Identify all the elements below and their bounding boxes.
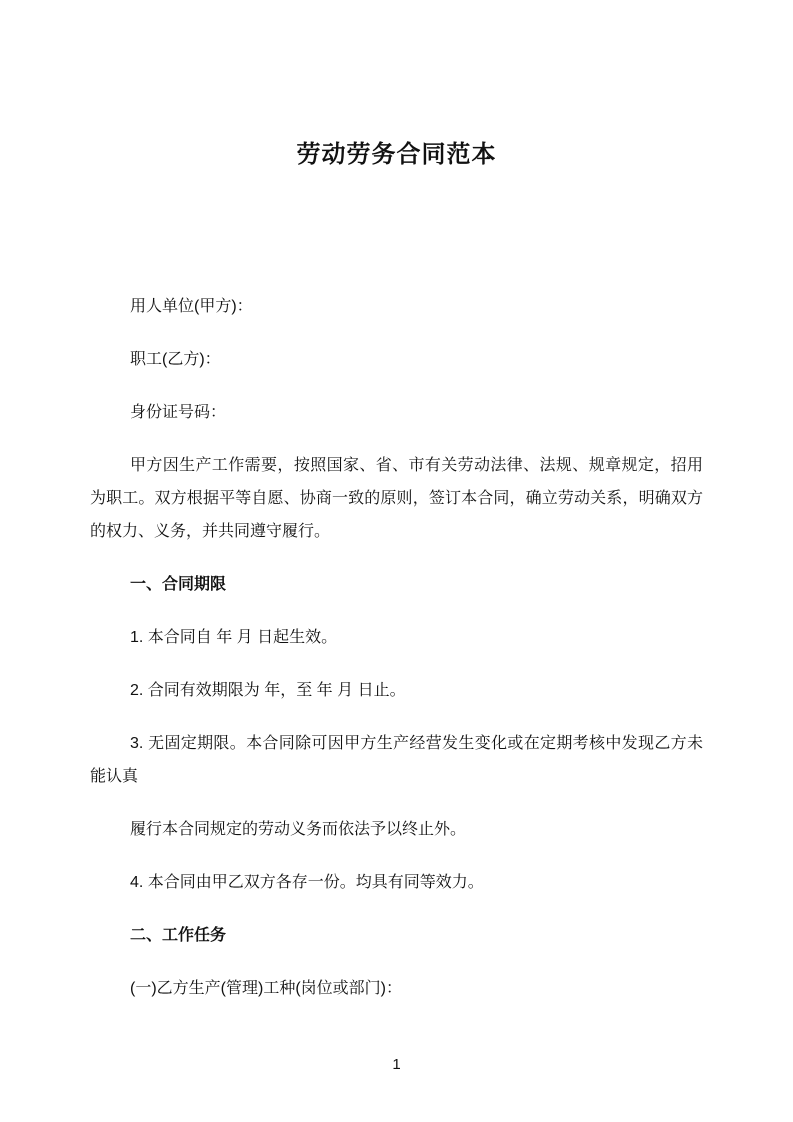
document-title: 劳动劳务合同范本 (296, 141, 497, 168)
clause-open-term: 3. 无固定期限。本合同除可因甲方生产经营发生变化或在定期考核中发现乙方未能认真 (90, 735, 703, 785)
paragraph-id-number-label: 身份证号码： (130, 404, 227, 421)
section-heading-work-tasks: 二、工作任务 (130, 927, 227, 944)
page-number: 1 (392, 1056, 401, 1073)
clause-valid-period: 2. 合同有效期限为 年，至 年 月 日止。 (130, 682, 406, 699)
paragraph-preamble: 甲方因生产工作需要，按照国家、省、市有关劳动法律、法规、规章规定，招用为职工。双方根据平等自愿、协商一致的原则，签订本合同，确立劳动关系，明确双方的权力、义务，并共同遵守履行。 (90, 457, 703, 540)
clause-open-term-continuation: 履行本合同规定的劳动义务而依法予以终止外。 (130, 821, 467, 838)
section-heading-contract-term: 一、合同期限 (130, 576, 227, 593)
paragraph-party-b-label: 职工(乙方)： (130, 351, 221, 368)
paragraph-party-a-label: 用人单位(甲方)： (130, 298, 253, 315)
clause-effective-date: 1. 本合同自 年 月 日起生效。 (130, 629, 338, 646)
clause-work-position: (一)乙方生产(管理)工种(岗位或部门)： (130, 980, 402, 997)
clause-copies: 4. 本合同由甲乙双方各存一份。均具有同等效力。 (130, 874, 484, 891)
